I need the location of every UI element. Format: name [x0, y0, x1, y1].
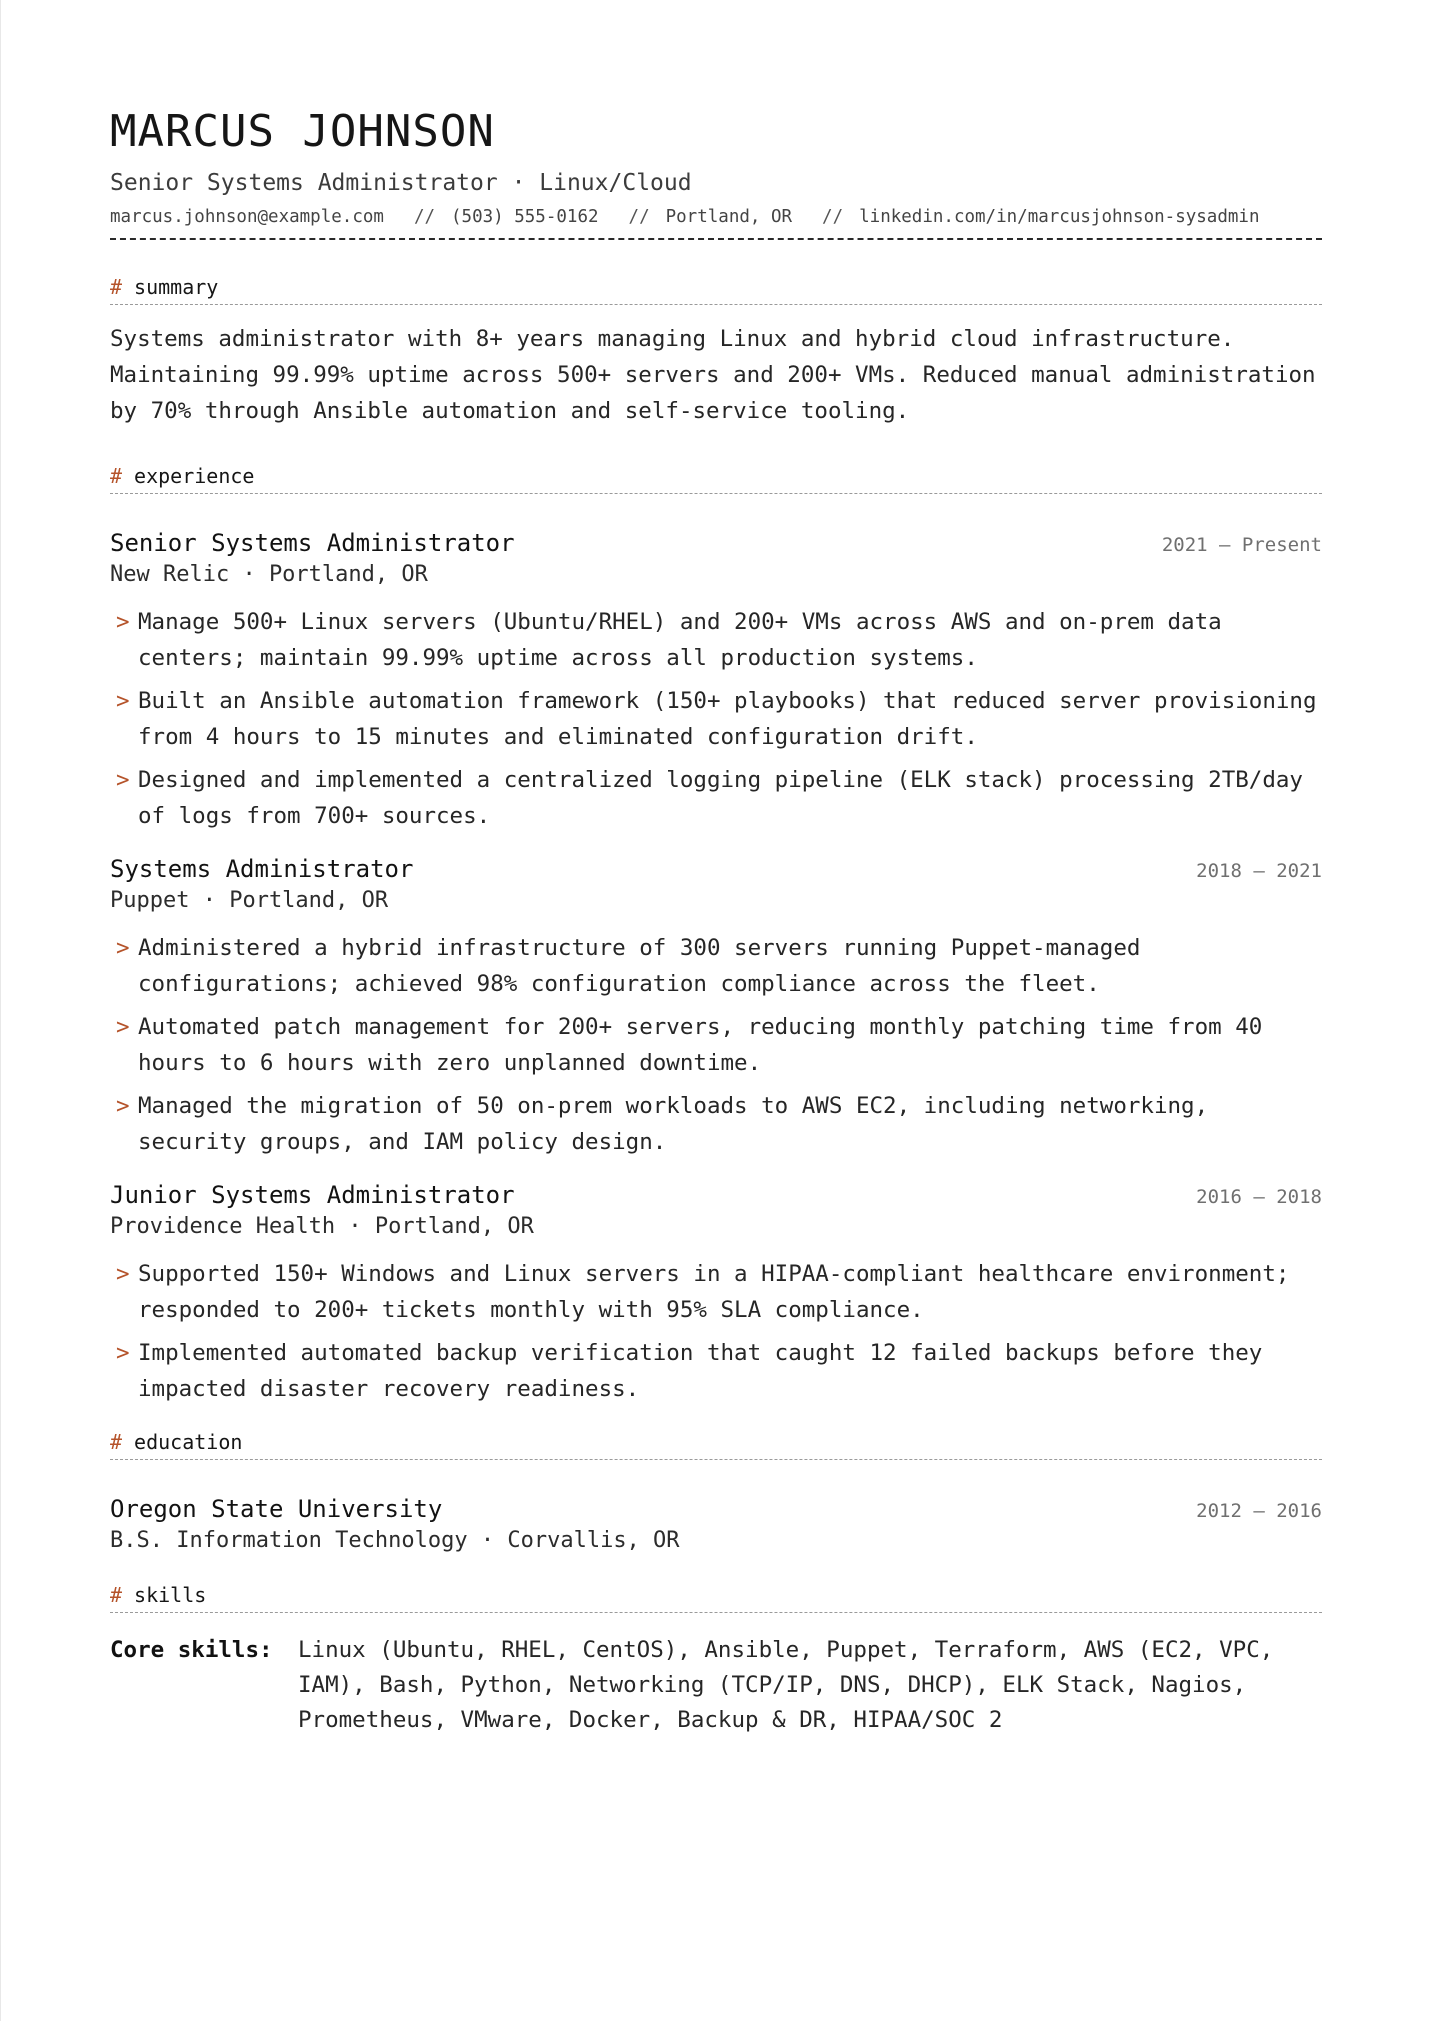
contact-location: Portland, OR [665, 207, 793, 227]
job-company: Providence Health · Portland, OR [110, 1214, 534, 1239]
bullet-text: Supported 150+ Windows and Linux servers in a HIPAA-compliant healthcare environment; responded to 200+ tickets monthly with 95% SLA compliance. [138, 1261, 1290, 1323]
section-title: education [134, 1430, 243, 1454]
header-divider [110, 238, 1322, 240]
education-dates: 2012 – 2016 [1196, 1500, 1322, 1522]
bullet-marker-icon: > [116, 1014, 130, 1040]
section-heading-summary [110, 274, 1322, 305]
bullet-marker-icon: > [116, 609, 130, 635]
bullet-list [110, 930, 1322, 1160]
summary-text: Systems administrator with 8+ years managing Linux and hybrid cloud infrastructure. Maintaining 99.99% uptime across 500+ servers and 200+ VMs. Reduced manual administration by 70% through Ansible automation and self-service tooling. [110, 326, 1316, 424]
contact-phone[interactable]: (503) 555-0162 [451, 207, 599, 227]
job-dates: 2018 – 2021 [1196, 860, 1322, 882]
job-dates: 2016 – 2018 [1196, 1186, 1322, 1208]
degree: B.S. Information Technology · Corvallis, OR [110, 1528, 680, 1553]
contact-separator: // [822, 207, 844, 227]
bullet-text: Managed the migration of 50 on-prem workloads to AWS EC2, including networking, security groups, and IAM policy design. [138, 1093, 1209, 1155]
section-title: summary [134, 275, 219, 299]
bullet-list [110, 1256, 1322, 1407]
hash-marker: # [110, 275, 123, 299]
skills-list: Linux (Ubuntu, RHEL, CentOS), Ansible, Puppet, Terraform, AWS (EC2, VPC, IAM), Bash, Python, Networking (TCP/IP, DNS, DHCP), ELK Stack, Nagios, Prometheus, VMware, Docker, Backup & DR, HIPAA/SOC 2 [298, 1637, 1274, 1733]
bullet-marker-icon: > [116, 1093, 130, 1119]
bullet-text: Automated patch management for 200+ servers, reducing monthly patching time from 40 hours to 6 hours with zero unplanned downtime. [138, 1014, 1263, 1076]
bullet-item [110, 604, 1322, 676]
job-company: Puppet · Portland, OR [110, 888, 389, 913]
bullet-item [110, 930, 1322, 1002]
bullet-marker-icon: > [116, 1340, 130, 1366]
hash-marker: # [110, 1430, 123, 1454]
section-heading-skills [110, 1582, 1322, 1613]
headline: Senior Systems Administrator · Linux/Cloud [110, 170, 692, 196]
hash-marker: # [110, 1583, 123, 1607]
skills-row [110, 1633, 1322, 1738]
contact-separator: // [628, 207, 650, 227]
hash-marker: # [110, 464, 123, 488]
job-title: Senior Systems Administrator [110, 529, 515, 557]
bullet-marker-icon: > [116, 935, 130, 961]
contact-email[interactable]: marcus.johnson@example.com [110, 207, 384, 227]
bullet-marker-icon: > [116, 1261, 130, 1287]
bullet-item [110, 683, 1322, 755]
contact-line [110, 204, 1322, 230]
bullet-text: Built an Ansible automation framework (150+ playbooks) that reduced server provisioning from 4 hours to 15 minutes and eliminated configuration drift. [138, 688, 1317, 750]
section-title: experience [134, 464, 255, 488]
bullet-text: Administered a hybrid infrastructure of 300 servers running Puppet-managed configurations; achieved 98% configuration compliance across the fleet. [138, 935, 1141, 997]
bullet-text: Designed and implemented a centralized logging pipeline (ELK stack) processing 2TB/day of logs from 700+ sources. [138, 767, 1303, 829]
bullet-text: Manage 500+ Linux servers (Ubuntu/RHEL) and 200+ VMs across AWS and on-prem data centers; maintain 99.99% uptime across all production systems. [138, 609, 1222, 671]
section-heading-experience [110, 463, 1322, 494]
school-name: Oregon State University [110, 1495, 443, 1523]
section-heading-education [110, 1429, 1322, 1460]
education-entry [110, 1494, 1322, 1556]
skills-label: Core skills: [110, 1637, 273, 1663]
job-dates: 2021 – Present [1161, 534, 1322, 556]
experience-entry [110, 1180, 1322, 1407]
bullet-text: Implemented automated backup verification that caught 12 failed backups before they impacted disaster recovery readiness. [138, 1340, 1263, 1402]
contact-separator: // [413, 207, 436, 227]
bullet-item [110, 1009, 1322, 1081]
bullet-marker-icon: > [116, 688, 130, 714]
contact-linkedin[interactable]: linkedin.com/in/marcusjohnson-sysadmin [859, 207, 1260, 227]
experience-entry [110, 528, 1322, 834]
resume-page [1, 0, 1322, 1738]
bullet-marker-icon: > [116, 767, 130, 793]
bullet-list [110, 604, 1322, 834]
section-title: skills [134, 1583, 207, 1607]
job-company: New Relic · Portland, OR [110, 562, 428, 587]
bullet-item [110, 1088, 1322, 1160]
candidate-name: MARCUS JOHNSON [110, 106, 495, 157]
bullet-item [110, 1256, 1322, 1328]
bullet-item [110, 1335, 1322, 1407]
experience-entry [110, 854, 1322, 1160]
job-title: Junior Systems Administrator [110, 1181, 515, 1209]
job-title: Systems Administrator [110, 855, 414, 883]
bullet-item [110, 762, 1322, 834]
